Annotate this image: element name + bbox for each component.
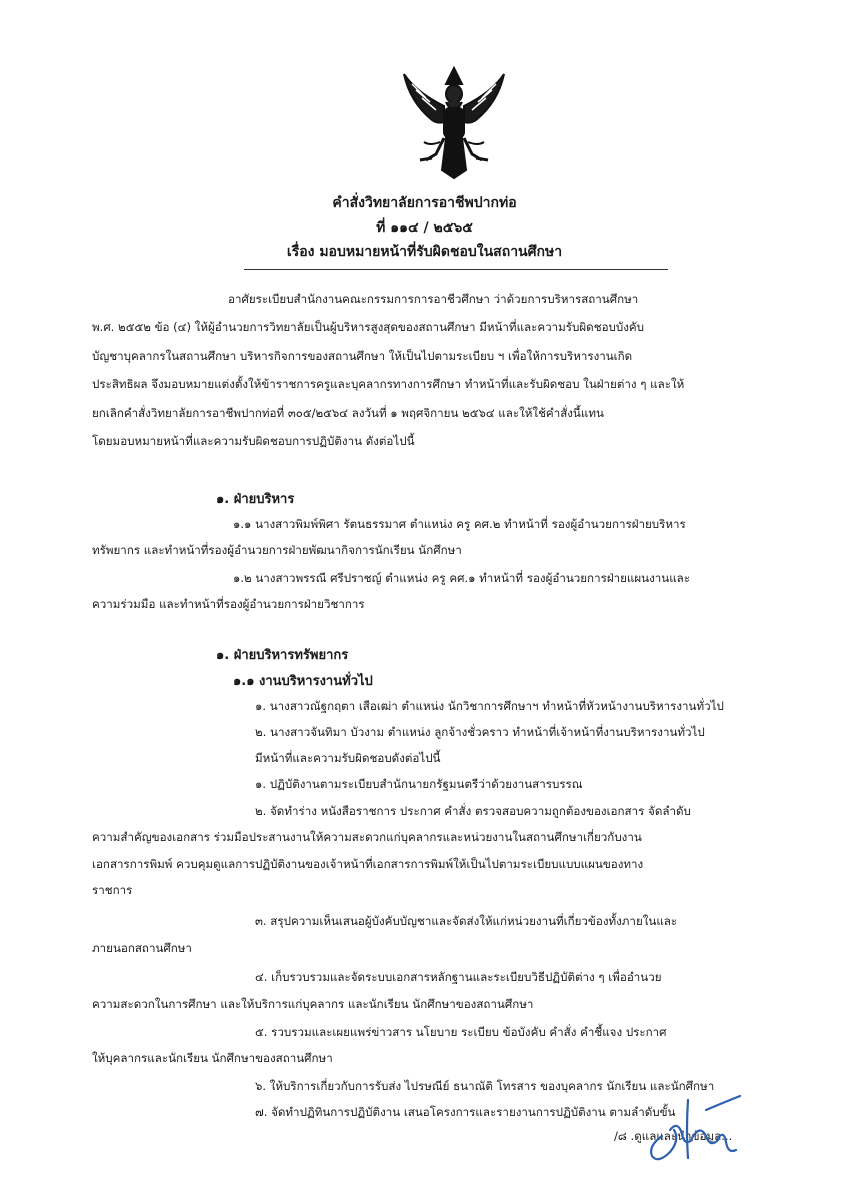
section-line: ๑.๑ นางสาวพิมพ์พิศา รัตนธรรมาศ ตำแหน่ง ครู คศ.๒ ทำหน้าที่ รองผู้อำนวยการฝ่ายบริหาร (233, 517, 686, 531)
staff-line: ๒. นางสาวจันทิมา บัวงาม ตำแหน่ง ลูกจ้างชั่วคราว ทำหน้าที่เจ้าหน้าที่งานบริหารงานทั่วไป (255, 725, 705, 739)
document-number: ที่ ๑๑๔ / ๒๕๖๕ (376, 220, 473, 236)
duty-line: ๕. รวบรวมและเผยแพร่ข่าวสาร นโยบาย ระเบียบ ข้อบังคับ คำสั่ง คำชี้แจง ประกาศ (255, 1025, 667, 1039)
duty-line: ความสำคัญของเอกสาร ร่วมมือประสานงานให้ความสะดวกแก่บุคลากรและหน่วยงานในสถานศึกษาเกี่ยวกับงาน (92, 830, 642, 844)
garuda-emblem-icon (396, 62, 512, 182)
duty-line: ภายนอกสถานศึกษา (92, 941, 192, 955)
intro-line: ยกเลิกคำสั่งวิทยาลัยการอาชีพปากท่อที่ ๓๐๕/๒๕๖๔ ลงวันที่ ๑ พฤศจิกายน ๒๕๖๔ และให้ใช้คำสั่งนี้แทน (92, 406, 604, 420)
duty-line: ๔. เก็บรวบรวมและจัดระบบเอกสารหลักฐานและระเบียบวิธีปฏิบัติต่าง ๆ เพื่ออำนวย (255, 970, 662, 984)
section-heading: ๑. ฝ่ายบริหารทรัพยากร (216, 648, 349, 663)
duty-line: ให้บุคลากรและนักเรียน นักศึกษาของสถานศึกษา (92, 1051, 333, 1065)
document-subject: เรื่อง มอบหมายหน้าที่รับผิดชอบในสถานศึกษา (286, 244, 563, 260)
section-line: ความร่วมมือ และทำหน้าที่รองผู้อำนวยการฝ่ายวิชาการ (92, 597, 365, 611)
section-heading: ๑. ฝ่ายบริหาร (216, 492, 295, 507)
section-line: ๑.๒ นางสาวพรรณี ศรีปราชญ์ ตำแหน่ง ครู คศ.๑ ทำหน้าที่ รองผู้อำนวยการฝ่ายแผนงานและ (233, 571, 691, 585)
duty-line: ความสะดวกในการศึกษา และให้บริการแก่บุคลากร และนักเรียน นักศึกษาของสถานศึกษา (92, 997, 534, 1011)
staff-line: ๑. นางสาวณัฐกฤตา เสือเฒ่า ตำแหน่ง นักวิชาการศึกษาฯ ทำหน้าที่หัวหน้างานบริหารงานทั่วไป (255, 699, 724, 713)
intro-line: อาศัยระเบียบสำนักงานคณะกรรมการการอาชีวศึกษา ว่าด้วยการบริหารสถานศึกษา (228, 292, 639, 306)
intro-line: พ.ศ. ๒๕๕๒ ข้อ (๔) ให้ผู้อำนวยการวิทยาลัยเป็นผู้บริหารสูงสุดของสถานศึกษา มีหน้าที่และความรับผิดชอบบังคับ (92, 320, 645, 334)
duty-line: ราชการ (92, 883, 133, 897)
duty-line: ๗. จัดทำปฏิทินการปฏิบัติงาน เสนอโครงการและรายงานการปฏิบัติงาน ตามลำดับขั้น (255, 1105, 676, 1119)
subsection-heading: ๑.๑ งานบริหารงานทั่วไป (233, 674, 373, 689)
duty-line: ๓. สรุปความเห็นเสนอผู้บังคับบัญชาและจัดส่งให้แก่หน่วยงานที่เกี่ยวข้องทั้งภายในและ (255, 914, 678, 928)
handwritten-signature-icon (640, 1090, 752, 1170)
intro-line: โดยมอบหมายหน้าที่และความรับผิดชอบการปฏิบัติงาน ดังต่อไปนี้ (92, 434, 415, 448)
intro-line: บัญชาบุคลากรในสถานศึกษา บริหารกิจการของสถานศึกษา ให้เป็นไปตามระเบียบ ฯ เพื่อให้การบริหารงานเกิด (92, 349, 633, 363)
duties-intro: มีหน้าที่และความรับผิดชอบดังต่อไปนี้ (255, 751, 441, 765)
duty-line: ๖. ให้บริการเกี่ยวกับการรับส่ง ไปรษณีย์ ธนาณัติ โทรสาร ของบุคลากร นักเรียน และนักศึกษา (255, 1079, 715, 1093)
document-title: คำสั่งวิทยาลัยการอาชีพปากท่อ (332, 195, 517, 211)
section-line: ทรัพยากร และทำหน้าที่รองผู้อำนวยการฝ่ายพัฒนากิจการนักเรียน นักศึกษา (92, 543, 462, 557)
title-divider (244, 269, 668, 270)
continuation-note: /๘ .ดูแลและนำข้อมูล... (614, 1129, 733, 1143)
intro-line: ประสิทธิผล จึงมอบหมายแต่งตั้งให้ข้าราชการครูและบุคลากรทางการศึกษา ทำหน้าที่และรับผิดชอบ ในฝ่ายต่าง ๆ และให้ (92, 377, 685, 391)
duty-line: เอกสารการพิมพ์ ควบคุมดูแลการปฏิบัติงานของเจ้าหน้าที่เอกสารการพิมพ์ให้เป็นไปตามระเบียบแบบแผนของทาง (92, 857, 644, 871)
duty-line: ๑. ปฏิบัติงานตามระเบียบสำนักนายกรัฐมนตรีว่าด้วยงานสารบรรณ (255, 777, 583, 791)
duty-line: ๒. จัดทำร่าง หนังสือราชการ ประกาศ คำสั่ง ตรวจสอบความถูกต้องของเอกสาร จัดลำดับ (255, 804, 691, 818)
